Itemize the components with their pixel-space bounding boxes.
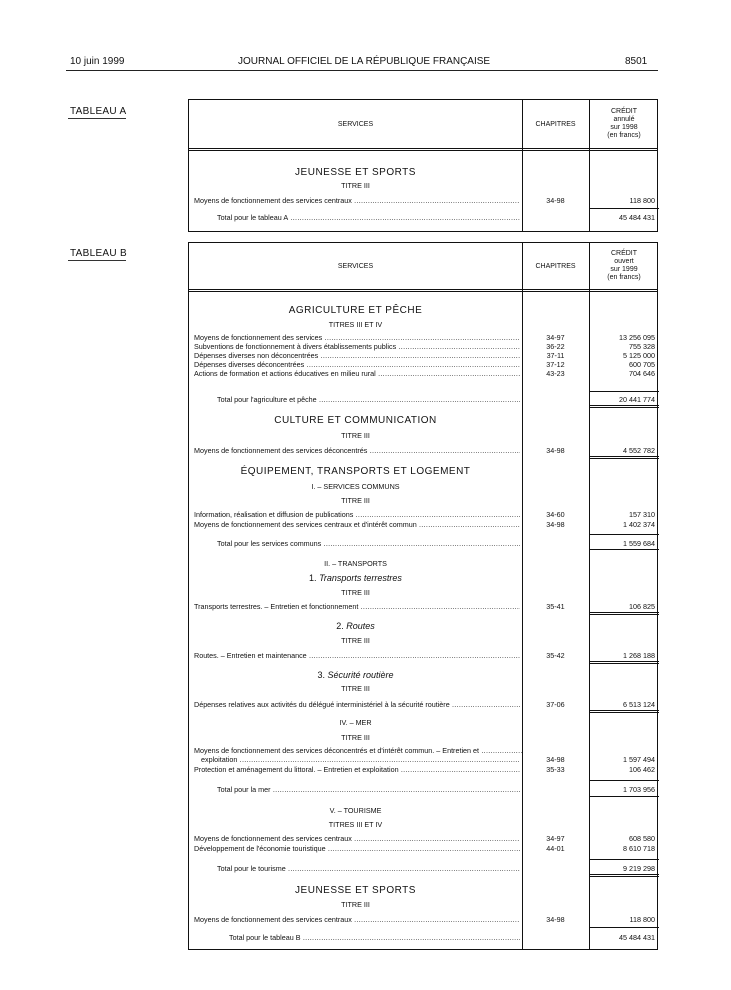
section-sub: TITRE III (341, 181, 370, 190)
col-credit: CRÉDIT annulé sur 1998 (en francs) (607, 108, 641, 139)
part-title: I. – SERVICES COMMUNS (311, 482, 400, 491)
part-title: V. – TOURISME (329, 806, 382, 815)
total-row: Total pour les services communs ..... 1 559 684 (189, 538, 659, 549)
sum-rule (589, 780, 659, 781)
table-row: Moyens de fonctionnement des services centraux ..... 34-98 118 800 (189, 914, 659, 925)
subsection-title: 1. Transports terrestres (309, 573, 402, 583)
tableau-a (188, 99, 658, 232)
header-rule (189, 148, 657, 149)
tableau-b-label: TABLEAU B (70, 248, 127, 259)
sum-rule (589, 663, 659, 664)
sum-rule (589, 876, 659, 877)
table-row: Moyens de fonctionnement des services déconcentrés et d'intérêt commun. – Entretien et ..... (189, 746, 659, 755)
sum-rule (589, 859, 659, 860)
section-title: CULTURE ET COMMUNICATION (274, 415, 437, 426)
table-row: Développement de l'économie touristique ..... 44-01 8 610 718 (189, 844, 659, 853)
section-title: JEUNESSE ET SPORTS (295, 167, 416, 178)
total-row: Total pour la mer ..... 1 703 956 (189, 784, 659, 795)
sum-rule (589, 405, 659, 406)
journal-title: JOURNAL OFFICIEL DE LA RÉPUBLIQUE FRANÇAISE (238, 56, 491, 67)
sum-rule (589, 710, 659, 711)
section-sub: TITRES III ET IV (328, 820, 383, 829)
sum-rule (589, 796, 659, 797)
table-row: Dépenses relatives aux activités du délégué interministériel à la sécurité routière ..... 37-06 6 513 124 (189, 699, 659, 710)
sum-rule (589, 661, 659, 662)
table-row: Moyens de fonctionnement des services ..... 34-97 13 256 095 (189, 333, 659, 342)
total-row: Total pour le tableau B ..... 45 484 431 (189, 932, 659, 943)
sum-rule (589, 407, 659, 408)
section-sub: TITRE III (341, 684, 370, 693)
col-credit: CRÉDIT ouvert sur 1999 (en francs) (607, 250, 641, 281)
table-row: Transports terrestres. – Entretien et fonctionnement ..... 35-41 106 825 (189, 601, 659, 612)
sum-rule (589, 927, 659, 928)
col-services: SERVICES (337, 121, 374, 128)
subsection-title: 3. Sécurité routière (317, 670, 394, 680)
sum-rule (589, 614, 659, 615)
col-chapitres: CHAPITRES (535, 263, 576, 270)
table-row: Information, réalisation et diffusion de publications ..... 34-60 157 310 (189, 510, 659, 519)
sum-rule (589, 612, 659, 613)
sum-rule (589, 534, 659, 535)
col-chapitres: CHAPITRES (535, 121, 576, 128)
tableau-b (188, 242, 658, 950)
section-sub: TITRE III (341, 496, 370, 505)
table-row: Dépenses diverses non déconcentrées ..... 37-11 5 125 000 (189, 351, 659, 360)
table-row: Subventions de fonctionnement à divers établissements publics ..... 36-22 755 328 (189, 342, 659, 351)
section-sub: TITRE III (341, 636, 370, 645)
header-rule (66, 70, 658, 71)
sum-rule (589, 549, 659, 550)
section-title: AGRICULTURE ET PÊCHE (288, 305, 423, 316)
header-date: 10 juin 1999 (70, 56, 125, 67)
total-row: Total pour l'agriculture et pêche ..... 20 441 774 (189, 394, 659, 405)
page-number: 8501 (625, 56, 648, 67)
table-row: Routes. – Entretien et maintenance ..... 35-42 1 268 188 (189, 650, 659, 661)
table-row: Actions de formation et actions éducatives en milieu rural ..... 43-23 704 646 (189, 369, 659, 378)
sum-rule (589, 458, 659, 459)
sum-rule (589, 208, 659, 209)
table-row: Moyens de fonctionnement des services centraux et d'intérêt commun ..... 34-98 1 402 374 (189, 520, 659, 529)
subsection-title: 2. Routes (336, 621, 375, 631)
header-rule (189, 289, 657, 290)
tableau-b-label-rule (68, 260, 126, 261)
sum-rule (589, 391, 659, 392)
sum-rule (589, 456, 659, 457)
section-sub: TITRE III (341, 588, 370, 597)
sum-rule (589, 712, 659, 713)
table-row: Moyens de fonctionnement des services déconcentrés ..... 34-98 4 552 782 (189, 445, 659, 456)
section-title: JEUNESSE ET SPORTS (295, 885, 416, 896)
table-row: Dépenses diverses déconcentrées ..... 37-12 600 705 (189, 360, 659, 369)
table-row: exploitation ..... 34-98 1 597 494 (189, 755, 659, 764)
section-title: ÉQUIPEMENT, TRANSPORTS ET LOGEMENT (240, 466, 471, 477)
sum-rule (589, 874, 659, 875)
section-sub: TITRE III (341, 431, 370, 440)
total-row: Total pour le tableau A ..... 45 484 431 (189, 212, 659, 223)
tableau-a-label-rule (68, 118, 126, 119)
table-row: Moyens de fonctionnement des services centraux ..... 34-97 608 580 (189, 834, 659, 843)
section-sub: TITRE III (341, 900, 370, 909)
total-row: Total pour le tourisme ..... 9 219 298 (189, 863, 659, 874)
col-services: SERVICES (337, 263, 374, 270)
table-row: Moyens de fonctionnement des services centraux ..... 34-98 118 800 (189, 195, 659, 206)
table-row: Protection et aménagement du littoral. – Entretien et exploitation ..... 35-33 106 462 (189, 765, 659, 774)
part-title: IV. – MER (339, 718, 372, 727)
header-rule (189, 150, 657, 151)
section-sub: TITRES III ET IV (328, 320, 383, 329)
part-title: II. – TRANSPORTS (324, 559, 387, 568)
header-rule (189, 291, 657, 292)
tableau-a-label: TABLEAU A (70, 106, 127, 117)
section-sub: TITRE III (341, 733, 370, 742)
